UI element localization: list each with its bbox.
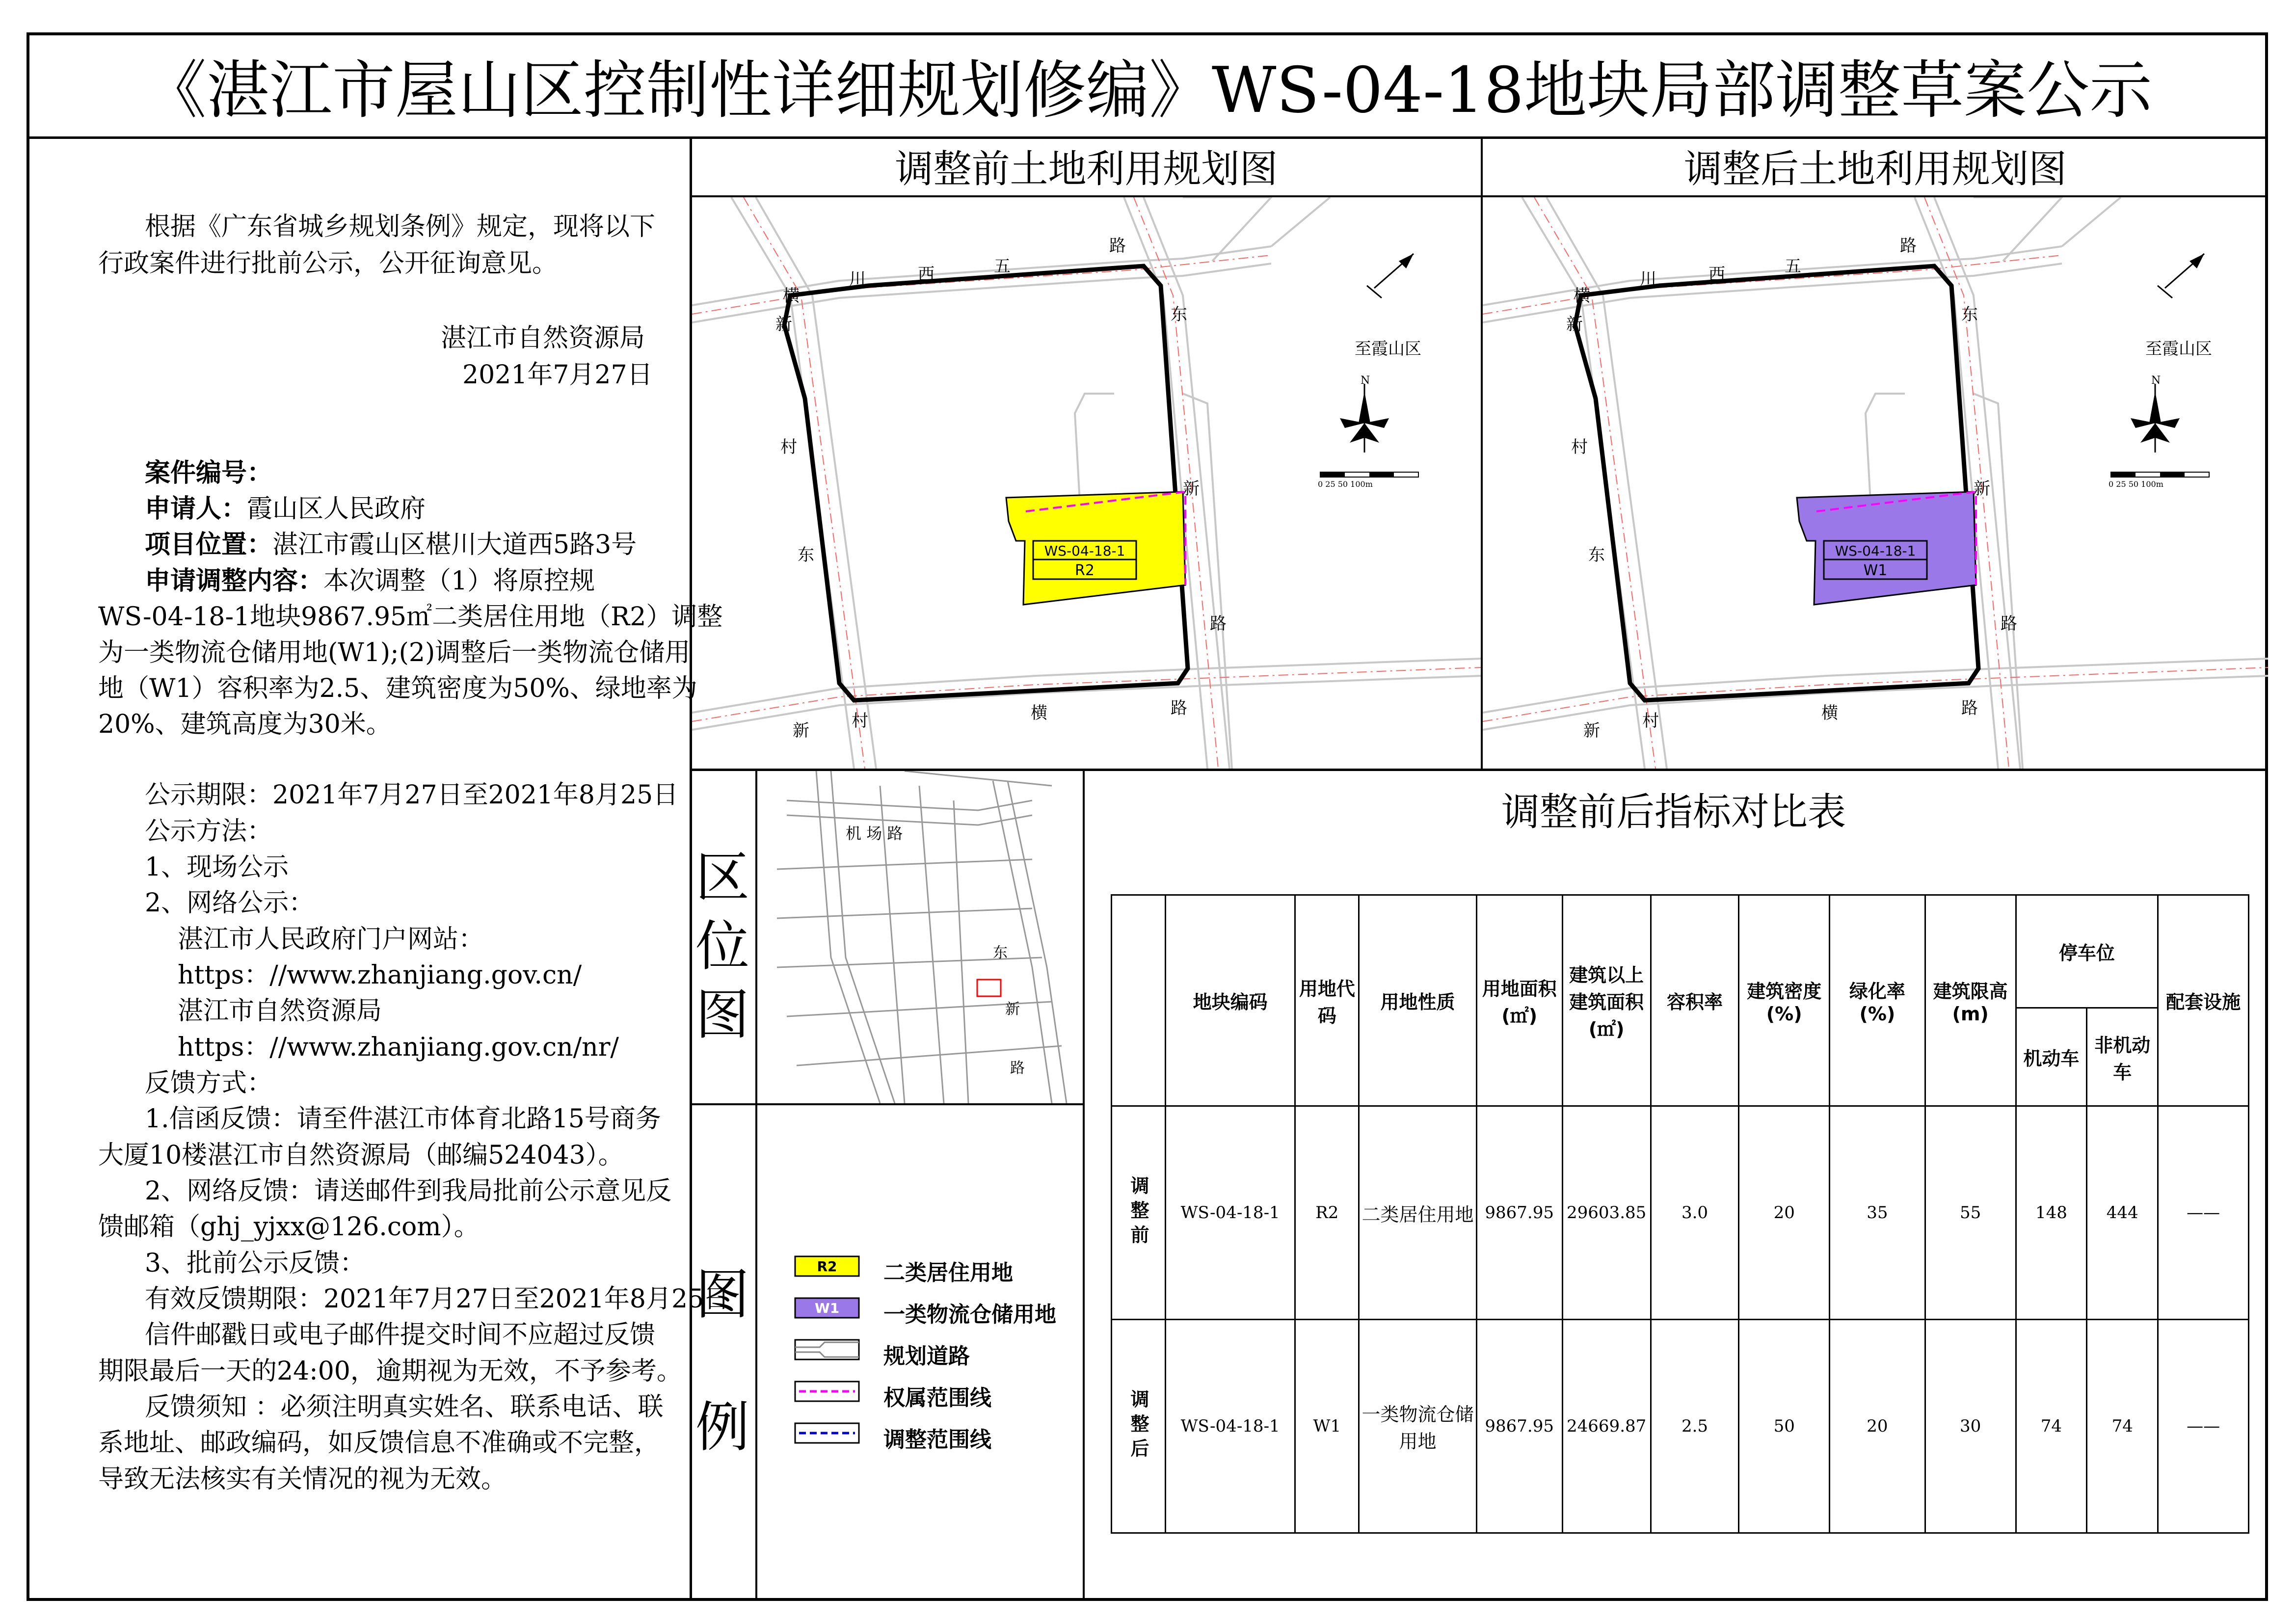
header-far: 容积率 bbox=[1651, 895, 1739, 1106]
cell-far: 3.0 bbox=[1651, 1106, 1739, 1320]
road-label: 村 bbox=[1642, 711, 1659, 731]
north-label: N bbox=[1361, 374, 1370, 387]
cell-density: 20 bbox=[1739, 1106, 1830, 1320]
divider-loc-legend bbox=[690, 1103, 1084, 1105]
road-label: 东 bbox=[798, 545, 814, 565]
header-parking: 停车位 bbox=[2016, 895, 2158, 1008]
content-line5: 20%、建筑高度为30米。 bbox=[98, 710, 392, 739]
road-label: 路 bbox=[1900, 236, 1917, 256]
location-title-char: 位 bbox=[695, 915, 749, 978]
feedback-1b: 大厦10楼湛江市自然资源局（邮编524043）。 bbox=[98, 1141, 624, 1170]
content-line2: WS-04-18-1地块9867.95㎡二类居住用地（R2）调整 bbox=[98, 602, 723, 632]
road-label: 路 bbox=[1171, 698, 1187, 718]
method-1: 1、现场公示 bbox=[145, 852, 289, 882]
road-label: 新 bbox=[1583, 721, 1600, 741]
legend-label: 权属范围线 bbox=[883, 1385, 991, 1411]
table-title: 调整前后指标对比表 bbox=[1501, 790, 1846, 834]
header-facility: 配套设施 bbox=[2158, 895, 2249, 1106]
divider-title bbox=[27, 136, 2268, 139]
legend-swatches bbox=[790, 1251, 874, 1458]
feedback-9: 导致无法核实有关情况的视为无效。 bbox=[98, 1464, 507, 1494]
legend-title-char: 图 bbox=[695, 1263, 749, 1326]
applicant-label: 申请人： bbox=[145, 494, 247, 524]
after-land-use-map bbox=[1483, 197, 2268, 769]
site-2: 湛江市自然资源局 bbox=[178, 996, 382, 1026]
feedback-8: 系地址、邮政编码，如反馈信息不准确或不完整， bbox=[98, 1428, 660, 1458]
road-label: 川 bbox=[849, 269, 866, 289]
to-xiashan-label: 至霞山区 bbox=[2145, 339, 2212, 359]
url-2: https：//www.zhanjiang.gov.cn/nr/ bbox=[178, 1033, 619, 1062]
road-label: 五 bbox=[994, 257, 1011, 276]
road-label: 路 bbox=[1961, 698, 1978, 718]
road-label: 横 bbox=[1031, 703, 1047, 723]
road-label: 新 bbox=[793, 721, 809, 741]
road-label: 东 bbox=[1961, 305, 1978, 324]
row-phase: 调整后 bbox=[1112, 1320, 1166, 1533]
road-label: 新 bbox=[1566, 315, 1583, 334]
header-height: 建筑限高(m) bbox=[1925, 895, 2016, 1106]
feedback-3: 3、批前公示反馈： bbox=[145, 1249, 366, 1278]
content-line3: 为一类物流仓储用地(W1);(2)调整后一类物流仓储用 bbox=[98, 638, 691, 667]
road-label: 路 bbox=[1010, 1060, 1025, 1077]
feedback-label: 反馈方式： bbox=[145, 1068, 273, 1098]
after-plot-code: WS-04-18-1 bbox=[1835, 543, 1916, 559]
comparison-table bbox=[1111, 894, 2249, 1532]
content-label: 申请调整内容： bbox=[145, 566, 324, 596]
legend-code: R2 bbox=[817, 1258, 837, 1275]
road-label: 横 bbox=[1821, 703, 1838, 723]
content-line1: 本次调整（1）将原控规 bbox=[323, 566, 595, 596]
cell-floor-area: 29603.85 bbox=[1562, 1106, 1651, 1320]
header-density: 建筑密度(%) bbox=[1739, 895, 1830, 1106]
scale-bar bbox=[2109, 472, 2209, 489]
after-map-title: 调整后土地利用规划图 bbox=[1683, 147, 2067, 191]
page-title: 《湛江市屋山区控制性详细规划修编》WS-04-18地块局部调整草案公示 bbox=[143, 54, 2153, 127]
scale-bar bbox=[1318, 472, 1418, 489]
cell-nonmotor: 74 bbox=[2087, 1320, 2158, 1533]
cell-nonmotor: 444 bbox=[2087, 1106, 2158, 1320]
cell-use-type: 一类物流仓储用地 bbox=[1359, 1320, 1477, 1533]
legend-label: 二类居住用地 bbox=[883, 1260, 1013, 1285]
site-1: 湛江市人民政府门户网站： bbox=[178, 925, 484, 954]
road-label: 村 bbox=[1571, 437, 1588, 457]
cell-green: 35 bbox=[1830, 1106, 1925, 1320]
before-map-title: 调整前土地利用规划图 bbox=[895, 147, 1278, 191]
header-use-code: 用地代码 bbox=[1295, 895, 1359, 1106]
road-label: 路 bbox=[1210, 614, 1227, 634]
header-use-type: 用地性质 bbox=[1359, 895, 1477, 1106]
cell-area: 9867.95 bbox=[1476, 1106, 1562, 1320]
cell-facility: —— bbox=[2158, 1106, 2249, 1320]
road-label: 村 bbox=[852, 711, 868, 731]
cell-floor-area: 24669.87 bbox=[1562, 1320, 1651, 1533]
cell-height: 55 bbox=[1925, 1106, 2016, 1320]
north-label: N bbox=[2151, 374, 2161, 387]
road-label: 东 bbox=[1171, 305, 1187, 324]
feedback-1a: 1.信函反馈：请至件湛江市体育北路15号商务 bbox=[145, 1104, 661, 1134]
after-plot-use: W1 bbox=[1863, 562, 1888, 579]
header-green: 绿化率(%) bbox=[1830, 895, 1925, 1106]
url-1: https：//www.zhanjiang.gov.cn/ bbox=[178, 960, 582, 990]
header-nonmotor: 非机动车 bbox=[2087, 1008, 2158, 1106]
legend-title-char: 例 bbox=[695, 1396, 749, 1459]
road-label: 机 场 路 bbox=[846, 824, 903, 843]
table-row bbox=[1112, 1106, 2249, 1320]
cell-area: 9867.95 bbox=[1476, 1320, 1562, 1533]
cell-code: WS-04-18-1 bbox=[1165, 1320, 1295, 1533]
scale-label: 0 25 50 100m bbox=[1318, 479, 1373, 489]
before-land-use-map bbox=[692, 197, 1481, 769]
cell-facility: —— bbox=[2158, 1320, 2249, 1533]
legend-label: 一类物流仓储用地 bbox=[883, 1302, 1056, 1327]
cell-green: 20 bbox=[1830, 1320, 1925, 1533]
header-code: 地块编码 bbox=[1165, 895, 1295, 1106]
feedback-6: 期限最后一天的24:00，逾期视为无效，不予参考。 bbox=[98, 1357, 682, 1386]
cell-height: 30 bbox=[1925, 1320, 2016, 1533]
header-floor-area: 建筑以上建筑面积(㎡) bbox=[1562, 895, 1651, 1106]
road-label: 新 bbox=[775, 315, 792, 334]
road-label: 横 bbox=[1574, 286, 1590, 306]
period: 公示期限：2021年7月27日至2021年8月25日 bbox=[145, 780, 679, 810]
cell-motor: 74 bbox=[2016, 1320, 2087, 1533]
north-arrow-icon bbox=[2131, 374, 2180, 453]
location-label: 项目位置： bbox=[145, 530, 273, 559]
cell-code: WS-04-18-1 bbox=[1165, 1106, 1295, 1320]
intro-line2: 行政案件进行批前公示，公开征询意见。 bbox=[98, 249, 558, 278]
road-label: 五 bbox=[1785, 257, 1801, 276]
road-label: 西 bbox=[918, 265, 934, 284]
road-label: 路 bbox=[1109, 236, 1126, 256]
applicant: 霞山区人民政府 bbox=[247, 494, 426, 524]
north-arrow-icon bbox=[1340, 374, 1389, 453]
cell-far: 2.5 bbox=[1651, 1320, 1739, 1533]
road-label: 村 bbox=[780, 437, 797, 457]
road-label: 西 bbox=[1709, 265, 1725, 284]
road-label: 新 bbox=[1005, 1001, 1020, 1018]
location: 湛江市霞山区椹川大道西5路3号 bbox=[272, 530, 637, 559]
location-map bbox=[757, 771, 1083, 1103]
cell-use-type: 二类居住用地 bbox=[1359, 1106, 1477, 1320]
feedback-2b: 馈邮箱（ghj_yjxx@126.com）。 bbox=[98, 1212, 480, 1242]
case-no-label: 案件编号： bbox=[145, 458, 273, 488]
cell-use-code: W1 bbox=[1295, 1320, 1359, 1533]
scale-label: 0 25 50 100m bbox=[2109, 479, 2163, 489]
divider-table bbox=[1083, 769, 1085, 1601]
legend-label: 规划道路 bbox=[883, 1344, 970, 1369]
issue-date: 2021年7月27日 bbox=[462, 360, 653, 390]
legend-label: 调整范围线 bbox=[883, 1427, 991, 1452]
before-plot-use: R2 bbox=[1075, 562, 1095, 579]
to-xiashan-label: 至霞山区 bbox=[1355, 339, 1421, 359]
road-label: 新 bbox=[1183, 479, 1200, 499]
road-label: 川 bbox=[1640, 269, 1656, 289]
method-2: 2、网络公示： bbox=[145, 888, 315, 918]
header-area: 用地面积(㎡) bbox=[1476, 895, 1562, 1106]
location-title-char: 图 bbox=[695, 984, 749, 1046]
road-label: 新 bbox=[1974, 479, 1990, 499]
road-label: 横 bbox=[783, 286, 800, 306]
cell-use-code: R2 bbox=[1295, 1106, 1359, 1320]
road-label: 东 bbox=[1588, 545, 1605, 565]
road-label: 路 bbox=[2001, 614, 2017, 634]
feedback-4: 有效反馈期限：2021年7月27日至2021年8月25日 bbox=[145, 1284, 730, 1314]
feedback-7: 反馈须知 ：必须注明真实姓名、联系电话、联 bbox=[145, 1392, 664, 1422]
issuing-org: 湛江市自然资源局 bbox=[441, 323, 645, 353]
feedback-2a: 2、网络反馈：请送邮件到我局批前公示意见反 bbox=[145, 1176, 672, 1206]
cell-density: 50 bbox=[1739, 1320, 1830, 1533]
legend-code: W1 bbox=[814, 1300, 840, 1316]
header-motor: 机动车 bbox=[2016, 1008, 2087, 1106]
method-label: 公示方法： bbox=[145, 817, 273, 846]
road-label: 东 bbox=[993, 944, 1008, 961]
before-plot-code: WS-04-18-1 bbox=[1044, 543, 1125, 559]
location-title-char: 区 bbox=[695, 846, 749, 909]
row-phase: 调整前 bbox=[1112, 1106, 1166, 1320]
content-line4: 地（W1）容积率为2.5、建筑密度为50%、绿地率为 bbox=[98, 674, 697, 703]
feedback-5: 信件邮戳日或电子邮件提交时间不应超过反馈 bbox=[145, 1320, 656, 1350]
table-row bbox=[1112, 1320, 2249, 1533]
intro-line1: 根据《广东省城乡规划条例》规定，现将以下 bbox=[145, 212, 656, 241]
cell-motor: 148 bbox=[2016, 1106, 2087, 1320]
